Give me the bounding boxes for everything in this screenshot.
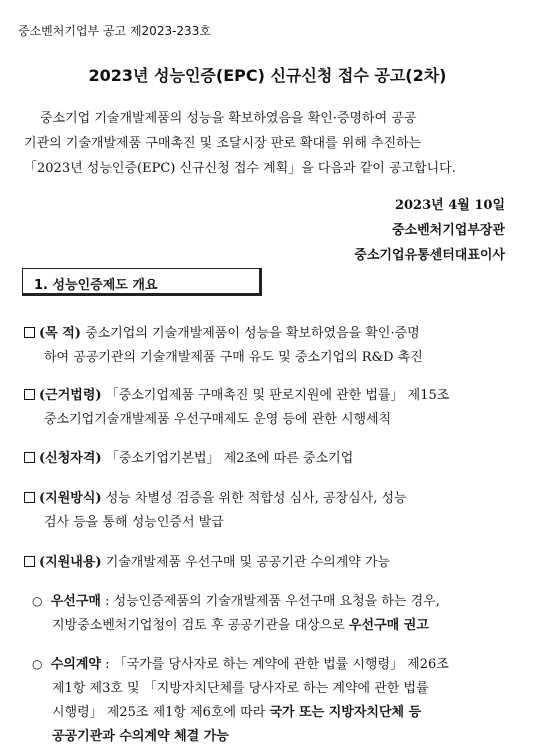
- intro-line-1: 중소기업 기술개발제품의 성능을 확보하였음을 확인·증명하여 공공: [40, 111, 417, 126]
- item-method-line-2: 검사 등을 통해 성능인증서 발급: [44, 515, 224, 530]
- item-law-line-2: 중소기업기술개발제품 우선구매제도 운영 등에 관한 시행세칙: [44, 412, 392, 427]
- subitem-priority-line-2: [52, 614, 429, 633]
- intro-line-3: 「2023년 성능인증(EPC) 신규신청 접수 계획」을 다음과 같이 공고합니다.: [24, 161, 456, 176]
- subitem-text: : 성능인증제품의 기술개발제품 우선구매 요청을 하는 경우,: [105, 594, 440, 609]
- subitem-contract-line-4: [52, 725, 229, 744]
- item-eligibility: [24, 447, 353, 466]
- subitem-priority: [32, 590, 440, 609]
- item-label: (지원방식): [39, 491, 102, 506]
- item-law: [24, 384, 449, 403]
- item-purpose-line-2: 하여 공공기관의 기술개발제품 구매 유도 및 중소기업의 R&D 촉진: [44, 350, 423, 365]
- checkbox-icon: [24, 556, 35, 567]
- item-label: (지원내용): [39, 555, 102, 570]
- item-text: 「중소기업제품 구매촉진 및 판로지원에 관한 법률」 제15조: [105, 388, 450, 403]
- item-text: 중소기업의 기술개발제품이 성능을 확보하였음을 확인·증명: [85, 326, 420, 341]
- intro-line-2: 기관의 기술개발제품 구매촉진 및 조달시장 판로 확대를 위해 추진하는: [24, 136, 422, 151]
- item-label: (신청자격): [39, 451, 102, 466]
- page-title: 2023년 성능인증(EPC) 신규신청 접수 공고(2차): [88, 66, 447, 85]
- notice-number: 중소벤처기업부 공고 제2023-233호: [18, 24, 211, 38]
- subitem-emphasis: 우선구매 권고: [348, 618, 429, 633]
- checkbox-icon: [24, 492, 35, 503]
- signer-center: 중소기업유통센터대표이사: [354, 248, 505, 263]
- subitem-contract: [32, 653, 449, 672]
- item-text: 성능 차별성 검증을 위한 적합성 심사, 공장심사, 성능: [105, 491, 407, 506]
- item-method: [24, 487, 407, 506]
- subitem-emphasis: 국가 또는 지방자치단체 등: [269, 705, 422, 720]
- item-text: 「중소기업기본법」 제2조에 따른 중소기업: [105, 451, 354, 466]
- section-title: 1. 성능인증제도 개요: [34, 278, 158, 293]
- notice-date: 2023년 4월 10일: [394, 198, 505, 213]
- checkbox-icon: [24, 389, 35, 400]
- checkbox-icon: [24, 452, 35, 463]
- subitem-text: 지방중소벤처기업청이 검토 후 공공기관을 대상으로: [52, 618, 349, 633]
- subitem-contract-line-2: 제1항 제3호 및 「지방자치단체를 당사자로 하는 계약에 관한 법률: [52, 681, 429, 696]
- item-purpose: [24, 322, 420, 341]
- subitem-emphasis: 공공기관과 수의계약 체결 가능: [52, 729, 229, 744]
- subitem-label: 우선구매: [50, 594, 101, 609]
- item-label: (목 적): [39, 326, 81, 341]
- item-text: 기술개발제품 우선구매 및 공공기관 수의계약 가능: [105, 555, 391, 570]
- signer-ministry: 중소벤처기업부장관: [391, 223, 505, 238]
- subitem-text: : 「국가를 당사자로 하는 계약에 관한 법률 시행령」 제26조: [105, 657, 449, 672]
- item-content: [24, 551, 390, 570]
- circle-bullet-icon: ○: [32, 594, 43, 608]
- subitem-label: 수의계약: [50, 657, 101, 672]
- checkbox-icon: [24, 327, 35, 338]
- circle-bullet-icon: ○: [32, 657, 43, 671]
- item-label: (근거법령): [39, 388, 102, 403]
- subitem-contract-line-3: [52, 701, 421, 720]
- subitem-text: 시행령」 제25조 제1항 제6호에 따라: [52, 705, 270, 720]
